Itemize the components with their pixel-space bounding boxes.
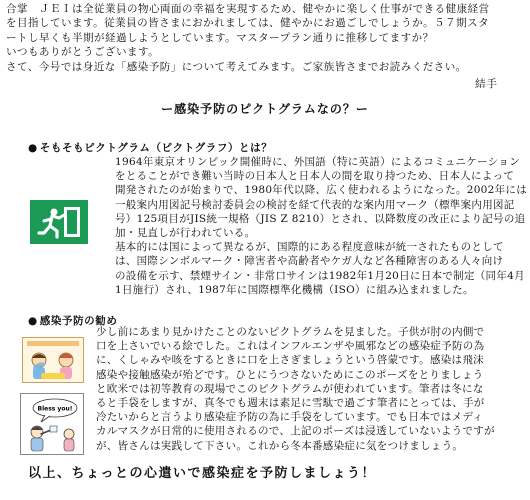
intro-paragraph <box>6 2 522 74</box>
body-line: に、くしゃみや咳をするときに口を上さぎましょうという啓蒙です。感染は飛沫 <box>96 354 484 367</box>
body-line: 1964年東京オリンピック開催時に、外国語（特に英語）によるコミュニケーション <box>115 156 520 168</box>
section-body-pictogram <box>115 155 528 297</box>
bullet-icon: ● <box>28 315 38 327</box>
closing-statement: 以上、ちょっとの心遣いで感染症を予防しましょう！ <box>28 466 377 481</box>
cough-cartoon-svg <box>23 338 83 382</box>
intro-line: いつもありがとうございます。 <box>6 46 160 59</box>
body-line: ると手袋をしますが、真冬でも週末は素足に雪駄で過ごす筆者にとっては、手が <box>96 396 485 409</box>
speech-bubble-text: Bless you! <box>37 405 73 413</box>
body-line: の設備を示す、禁煙サイン・非常口サインは1982年1月20日に日本で制定（同年4月 <box>115 269 525 282</box>
signature: 結手 <box>475 78 498 90</box>
sneeze-cartoon-icon <box>20 393 84 455</box>
body-line: 1日施行）され、1987年に国際標準化機構（ISO）に組み込まれました。 <box>115 283 474 296</box>
section-title-text: 感染予防の勧め <box>39 315 118 327</box>
body-line: 感染や接触感染が殆どです。ひとにうつさないためにこのポーズをとりましょう <box>96 368 484 381</box>
body-line: 冷たいからと言うより感染症予防の為に手袋をしています。でも日本ではメディ <box>96 411 484 424</box>
section-body-prevention <box>96 325 526 453</box>
body-line: をとることができ難い当時の日本人と日本人の間を取り持つため、日本人によって <box>115 170 515 183</box>
body-line: 開発されたのが始まりで、1980年代以降、広く使われるようになった。2002年には <box>115 184 528 197</box>
body-line: が、皆さんは実践して下さい。これから冬本番感染症に気をつけましょう。 <box>96 439 464 452</box>
sneeze-cartoon-svg <box>21 394 83 454</box>
body-line: 加・見直しが行われている。 <box>115 226 256 239</box>
emergency-exit-svg <box>30 200 88 244</box>
body-line: 号）125項目がJIS統一規格（JIS Z 8210）とされ、以降数度の改正により記号の追 <box>115 212 526 225</box>
emergency-exit-icon <box>30 200 88 244</box>
page-heading: ー感染予防のピクトグラムなの？ー <box>161 102 369 116</box>
intro-line: を目指しています。従業員の皆さまにおかれましては、健やかにお過ごしでしょうか。５７期スタ <box>6 17 490 30</box>
body-line: 基本的には国によって異なるが、国際的にある程度意味が統一されたものとして <box>115 241 504 254</box>
intro-line: ートし早くも半期が経過しようとしています。マスタープラン通りに推移してますか？ <box>6 31 434 44</box>
body-line: 少し前にあまり見かけたことのないピクトグラムを見ました。子供が肘の内側で <box>96 326 485 338</box>
intro-line: 合掌 ＪＥＩは全従業員の物心両面の幸福を実現するため、健やかに楽しく仕事ができる健康経営 <box>6 3 490 15</box>
body-line: 一般案内用図記号検討委員会の検討を経て代表的な案内用マーク（標準案内用図記 <box>115 198 515 211</box>
section-title-text: そもそもピクトグラム（ピクトグラフ）とは？ <box>39 142 273 154</box>
body-line: カルマスクが日常的に使用されるので、上記のポーズは浸透していないようですが <box>96 425 495 438</box>
body-line: 口を上さいでいる絵でした。これはインフルエンザや風邪などの感染症予防の為 <box>96 340 485 353</box>
cough-etiquette-cartoon-icon <box>22 337 84 383</box>
bullet-icon: ● <box>28 142 38 154</box>
body-line: は、国際シンボルマーク・障害者や高齢者やケガ人など各種障害のある人々向け <box>115 255 504 268</box>
intro-line: さて、今号では身近な「感染予防」について考えてみます。ご家族皆さまでお読みください。 <box>6 60 467 73</box>
section-title-pictogram <box>28 140 272 155</box>
body-line: と欧米では初等教育の現場でこのピクトグラムが使われています。筆者は冬にな <box>96 382 484 395</box>
